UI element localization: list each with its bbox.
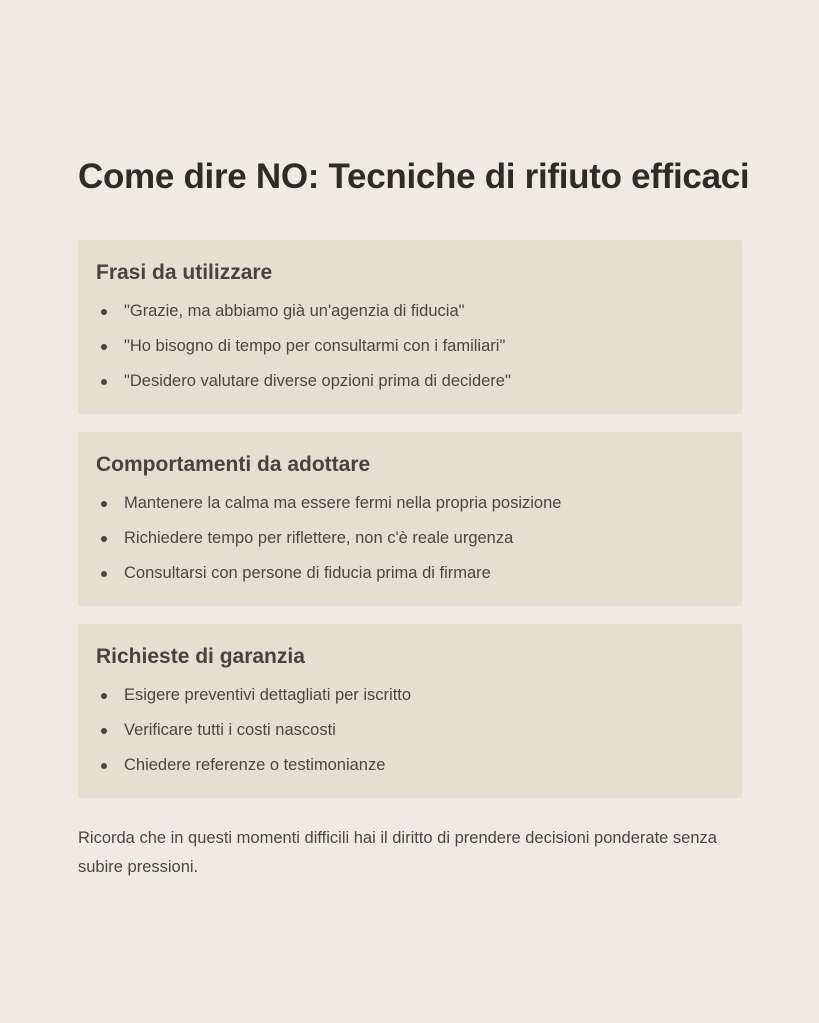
list-item: Esigere preventivi dettagliati per iscritto xyxy=(96,684,724,707)
section-list xyxy=(96,492,724,585)
section-heading: Richieste di garanzia xyxy=(96,645,305,668)
section-card-guarantees xyxy=(78,624,742,798)
section-heading: Frasi da utilizzare xyxy=(96,261,273,284)
page-title: Come dire NO: Tecniche di rifiuto efficaci xyxy=(78,157,750,196)
list-item: Chiedere referenze o testimonianze xyxy=(96,754,724,777)
section-card-behaviors xyxy=(78,432,742,606)
list-item: Consultarsi con persone di fiducia prima di firmare xyxy=(96,562,724,585)
footer-note: Ricorda che in questi momenti difficili hai il diritto di prendere decisioni ponderate senza subire pressioni. xyxy=(78,829,717,876)
list-item: "Grazie, ma abbiamo già un'agenzia di fiducia" xyxy=(96,300,724,323)
list-item: Richiedere tempo per riflettere, non c'è reale urgenza xyxy=(96,527,724,550)
section-heading: Comportamenti da adottare xyxy=(96,453,371,476)
section-list xyxy=(96,300,724,393)
section-card-phrases xyxy=(78,240,742,414)
section-list xyxy=(96,684,724,777)
list-item: "Desidero valutare diverse opzioni prima di decidere" xyxy=(96,370,724,393)
list-item: "Ho bisogno di tempo per consultarmi con i familiari" xyxy=(96,335,724,358)
document-page xyxy=(78,152,750,882)
list-item: Verificare tutti i costi nascosti xyxy=(96,719,724,742)
list-item: Mantenere la calma ma essere fermi nella propria posizione xyxy=(96,492,724,515)
